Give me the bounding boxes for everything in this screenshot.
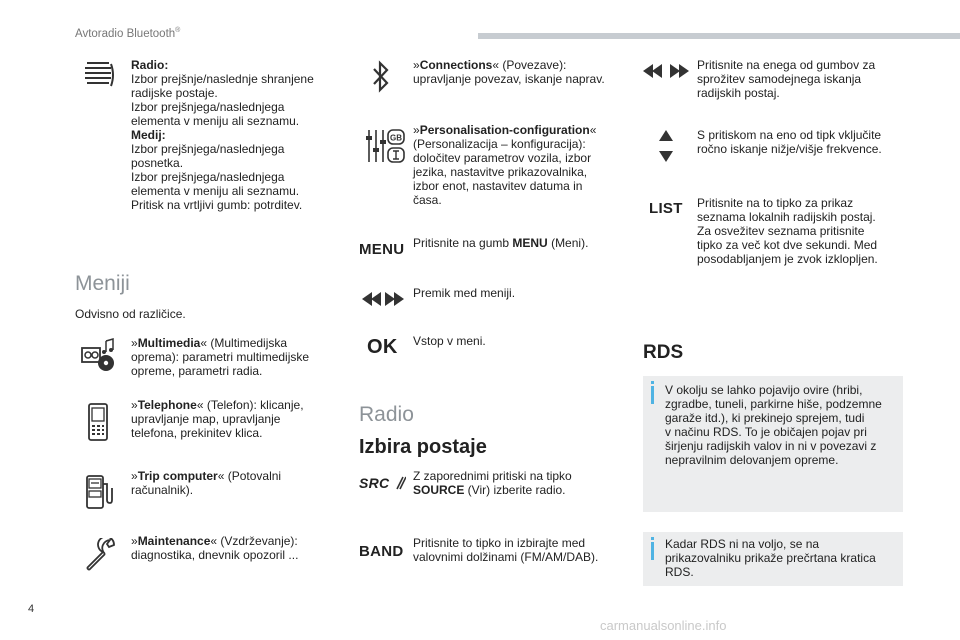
bluetooth-icon bbox=[370, 60, 392, 94]
settings-sliders-icon bbox=[365, 128, 405, 164]
seek-arrows-icon bbox=[643, 63, 689, 79]
source-slash-icon bbox=[394, 476, 406, 490]
rds-heading: RDS bbox=[643, 342, 684, 363]
radio-heading: Radio bbox=[359, 403, 414, 426]
telephone-icon bbox=[87, 403, 109, 441]
band-button-icon: BAND bbox=[359, 543, 404, 560]
telephone-text: »Telephone« (Telefon): klicanje, upravljanje map, upravljanje telefona, prekinitev klica. bbox=[131, 398, 304, 440]
multimedia-text: »Multimedia« (Multimedijska oprema): parametri multimedijske opreme, parametri radia. bbox=[131, 336, 310, 378]
rds-info-text-1: V okolju se lahko pojavijo ovire (hribi, zgradbe, tuneli, parkirne hiše, podzemne garaže itd.), ki prekinejo sprejem, tudi v načinu RDS. To je običajen pojav pri širjenju radijskih valov in ni v povezavi z nepravilnim delovanjem opreme. bbox=[665, 383, 882, 467]
connections-text: »Connections« (Povezave): upravljanje povezav, iskanje naprav. bbox=[413, 58, 605, 86]
left-right-arrows-icon bbox=[362, 291, 404, 307]
personalisation-text: »Personalisation-configuration« (Personalizacija – konfiguracija): določitev parametrov vozila, izbor jezika, nastavitve prikazovalnika, izbor enot, nastavitev datuma in časa. bbox=[413, 123, 597, 207]
page-number: 4 bbox=[28, 603, 35, 615]
page-header-title: Avtoradio Bluetooth® bbox=[75, 27, 181, 40]
rds-info-text-2: Kadar RDS ni na voljo, se na prikazovalniku prikaže prečrtana kratica RDS. bbox=[665, 537, 876, 579]
maintenance-text: »Maintenance« (Vzdrževanje): diagnostika, dnevnik opozoril ... bbox=[131, 534, 299, 562]
list-button-icon: LIST bbox=[649, 200, 683, 217]
manual-search-text: S pritiskom na eno od tipk vključite ročno iskanje nižje/višje frekvence. bbox=[697, 128, 882, 156]
watermark-text: carmanualsonline.info bbox=[600, 618, 727, 633]
ok-button-icon: OK bbox=[367, 336, 398, 358]
menus-intro: Odvisno od različice. bbox=[75, 307, 186, 321]
radio-media-text: Radio: Izbor prejšnje/naslednje shranjene radijske postaje. Izbor prejšnjega/naslednjega elementa v meniju ali seznamu. Medij: Izbor prejšnjega/naslednjega posnetka. Izbor prejšnjega/naslednjega elementa v meniju ali seznamu. Pritisk na vrtljivi gumb: potrditev. bbox=[131, 58, 314, 212]
list-text: Pritisnite na to tipko za prikaz seznama lokalnih radijskih postaj. Za osvežitev seznama pritisnite tipko za več kot dve sekundi. Med posodabljanjem je zvok izklopljen. bbox=[697, 196, 878, 266]
seek-text: Pritisnite na enega od gumbov za sprožitev samodejnega iskanja radijskih postaj. bbox=[697, 58, 876, 100]
list-scroll-icon bbox=[83, 60, 115, 90]
source-text: Z zaporednimi pritiski na tipko SOURCE (Vir) izberite radio. bbox=[413, 469, 572, 497]
band-text: Pritisnite to tipko in izbirajte med valovnimi dolžinami (FM/AM/DAB). bbox=[413, 536, 599, 564]
ok-text: Vstop v meni. bbox=[413, 334, 486, 348]
menus-heading: Meniji bbox=[75, 272, 130, 295]
menu-button-icon: MENU bbox=[359, 241, 405, 258]
rds-info-box-1 bbox=[643, 376, 903, 512]
menu-text: Pritisnite na gumb MENU (Meni). bbox=[413, 236, 589, 250]
source-button-icon: SRC bbox=[359, 475, 406, 493]
rds-info-box-2 bbox=[643, 532, 903, 586]
wrench-icon bbox=[83, 538, 117, 572]
navigation-text: Premik med meniji. bbox=[413, 286, 516, 300]
info-icon bbox=[651, 386, 654, 404]
station-selection-heading: Izbira postaje bbox=[359, 436, 487, 458]
trip-computer-icon bbox=[83, 474, 115, 510]
trip-computer-text: »Trip computer« (Potovalni računalnik). bbox=[131, 469, 282, 497]
up-down-arrows-icon bbox=[656, 128, 676, 164]
info-icon bbox=[651, 542, 654, 560]
header-rule bbox=[478, 33, 960, 39]
multimedia-icon bbox=[80, 338, 118, 372]
svg-text:GB: GB bbox=[390, 133, 402, 143]
